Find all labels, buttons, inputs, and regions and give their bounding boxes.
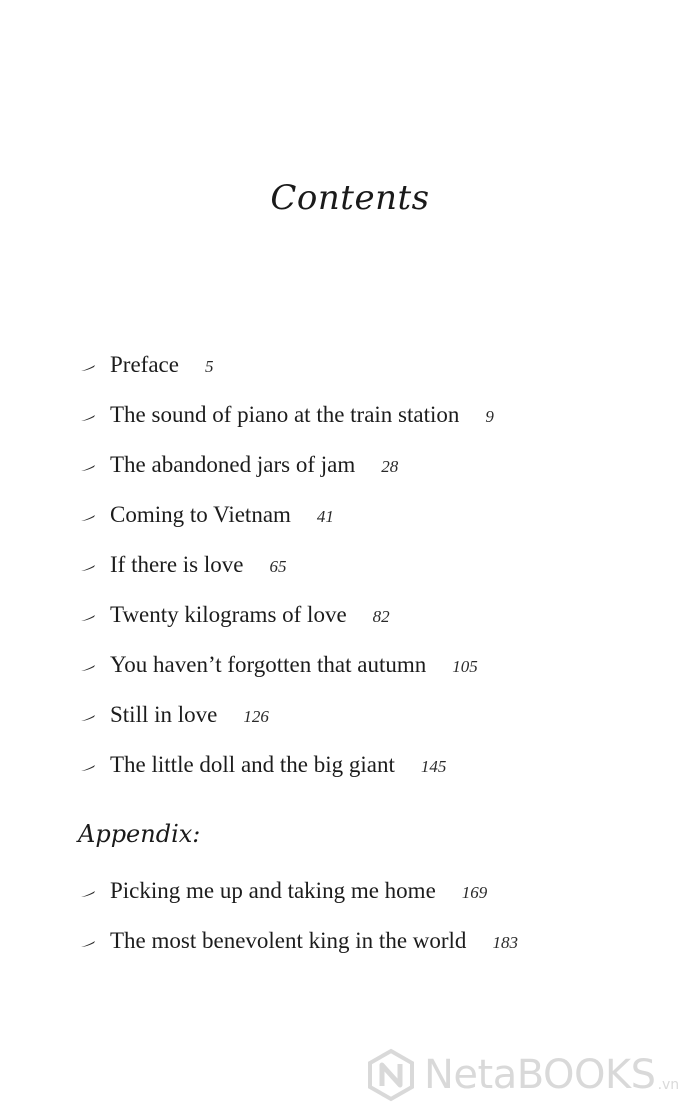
toc-item (80, 866, 680, 916)
toc-item-page: 126 (243, 707, 269, 726)
toc-item-title: Picking me up and taking me home (110, 878, 436, 903)
toc-item-page: 82 (372, 607, 390, 626)
toc-item-title: If there is love (110, 552, 244, 577)
toc-item (80, 740, 680, 790)
toc-item-page: 41 (316, 507, 334, 526)
appendix-heading: Appendix: (78, 820, 201, 848)
toc-item-page: 65 (269, 557, 287, 576)
toc-item-title: The sound of piano at the train station (110, 402, 460, 427)
toc-item (80, 340, 680, 390)
appendix-list (80, 866, 680, 966)
bullet-dash-icon (80, 939, 96, 949)
toc-item-page: 145 (420, 757, 447, 776)
page-title: Contents (270, 178, 430, 218)
bullet-dash-icon (80, 889, 96, 899)
toc-list (80, 340, 680, 790)
toc-item (80, 916, 680, 966)
toc-item-title: Twenty kilograms of love (110, 602, 347, 627)
toc-item-title: Preface (110, 352, 179, 377)
toc-item-title: Coming to Vietnam (110, 502, 291, 527)
bullet-dash-icon (80, 713, 96, 723)
toc-item (80, 440, 680, 490)
toc-item-title: You haven’t forgotten that autumn (110, 652, 427, 677)
bullet-dash-icon (80, 613, 96, 623)
bullet-dash-icon (80, 513, 96, 523)
toc-item (80, 590, 680, 640)
toc-item-page: 105 (452, 657, 478, 676)
toc-item-page: 28 (381, 457, 399, 476)
toc-item (80, 390, 680, 440)
toc-item-title: The little doll and the big giant (110, 752, 395, 777)
bullet-dash-icon (80, 663, 96, 673)
toc-item-title: The most benevolent king in the world (110, 928, 467, 953)
toc-item-page: 169 (461, 883, 488, 902)
toc-item (80, 690, 680, 740)
toc-item (80, 490, 680, 540)
bullet-dash-icon (80, 463, 96, 473)
toc-item (80, 640, 680, 690)
toc-item-page: 5 (204, 357, 214, 376)
watermark (364, 1046, 694, 1104)
watermark-brand: NetaBOOKS (424, 1052, 656, 1098)
bullet-dash-icon (80, 763, 96, 773)
toc-item-page: 183 (492, 933, 518, 952)
toc-item-page: 9 (485, 407, 494, 426)
bullet-dash-icon (80, 363, 96, 373)
watermark-suffix: .vn (657, 1077, 680, 1093)
toc-item-title: Still in love (110, 702, 218, 727)
toc-item-title: The abandoned jars of jam (110, 452, 356, 477)
toc-item (80, 540, 680, 590)
bullet-dash-icon (80, 413, 96, 423)
bullet-dash-icon (80, 563, 96, 573)
n-hexagon-logo-icon (364, 1048, 418, 1102)
